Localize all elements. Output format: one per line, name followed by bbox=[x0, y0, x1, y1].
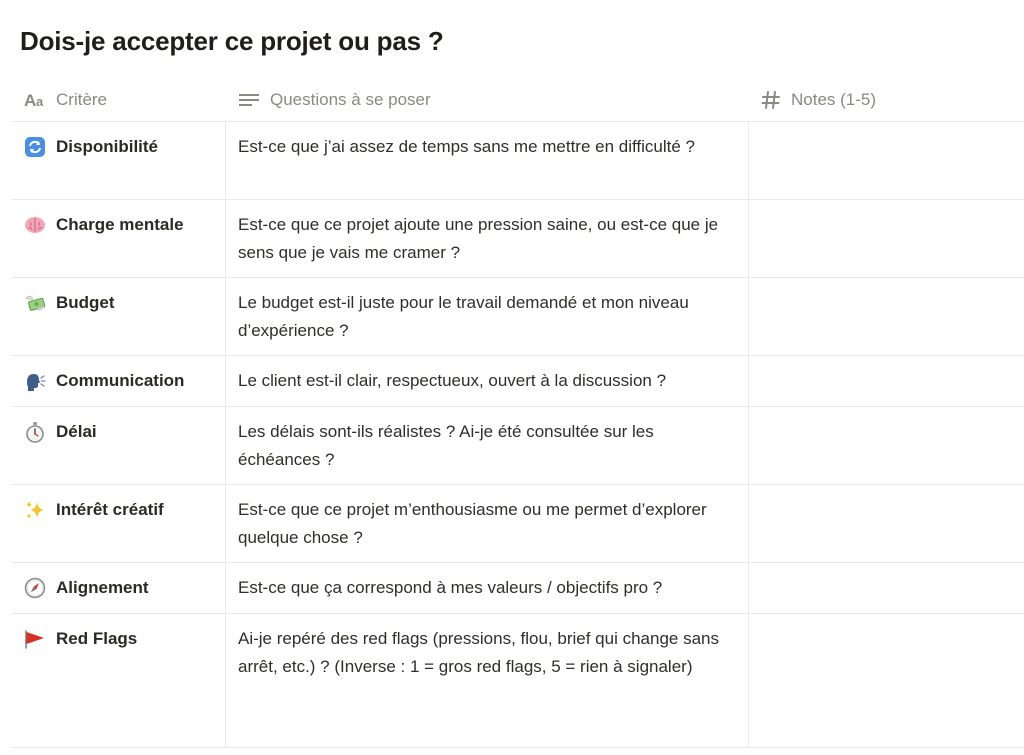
criterion-cell[interactable] bbox=[12, 278, 226, 355]
speaking-head-icon bbox=[24, 367, 46, 395]
note-cell[interactable] bbox=[749, 200, 1024, 277]
criterion-label: Alignement bbox=[56, 578, 149, 597]
note-cell[interactable] bbox=[749, 563, 1024, 613]
note-cell[interactable] bbox=[749, 407, 1024, 484]
column-header-questions[interactable] bbox=[226, 78, 749, 121]
table-row[interactable] bbox=[12, 614, 1024, 748]
note-cell[interactable] bbox=[749, 485, 1024, 562]
table-row[interactable] bbox=[12, 485, 1024, 563]
table-header bbox=[12, 78, 1024, 122]
table-row[interactable] bbox=[12, 356, 1024, 407]
arrows-cycle-icon bbox=[24, 133, 46, 161]
criterion-cell[interactable] bbox=[12, 563, 226, 613]
criterion-cell[interactable] bbox=[12, 200, 226, 277]
column-header-label: Questions à se poser bbox=[270, 89, 431, 109]
svg-text:A: A bbox=[24, 91, 37, 108]
criterion-label: Red Flags bbox=[56, 629, 138, 648]
page-title[interactable]: Dois-je accepter ce projet ou pas ? bbox=[20, 26, 444, 56]
column-header-criterion[interactable] bbox=[12, 78, 226, 121]
criterion-label: Délai bbox=[56, 422, 97, 441]
text-type-icon bbox=[24, 92, 46, 108]
question-cell[interactable]: Est-ce que j’ai assez de temps sans me mettre en difficulté ? bbox=[226, 122, 749, 199]
question-cell[interactable]: Est-ce que ce projet ajoute une pression saine, ou est-ce que je sens que je vais me cramer ? bbox=[226, 200, 749, 277]
criterion-label: Communication bbox=[56, 371, 185, 390]
table-row[interactable] bbox=[12, 407, 1024, 485]
svg-text:a: a bbox=[36, 93, 44, 108]
sparkles-icon bbox=[24, 496, 46, 524]
note-cell[interactable] bbox=[749, 278, 1024, 355]
brain-icon bbox=[24, 211, 46, 239]
question-cell[interactable]: Le client est-il clair, respectueux, ouvert à la discussion ? bbox=[226, 356, 749, 406]
red-flag-icon bbox=[24, 625, 46, 653]
table-row[interactable] bbox=[12, 122, 1024, 200]
criterion-cell[interactable] bbox=[12, 356, 226, 406]
money-wings-icon bbox=[24, 289, 46, 317]
table-row[interactable] bbox=[12, 200, 1024, 278]
number-hash-icon bbox=[761, 90, 781, 110]
column-header-label: Critère bbox=[56, 89, 108, 109]
question-cell[interactable]: Est-ce que ce projet m’enthousiasme ou me permet d’explorer quelque chose ? bbox=[226, 485, 749, 562]
note-cell[interactable] bbox=[749, 122, 1024, 199]
question-cell[interactable]: Ai-je repéré des red flags (pressions, flou, brief qui change sans arrêt, etc.) ? (Inverse : 1 = gros red flags, 5 = rien à signaler) bbox=[226, 614, 749, 747]
question-cell[interactable]: Le budget est-il juste pour le travail demandé et mon niveau d’expérience ? bbox=[226, 278, 749, 355]
criterion-cell[interactable] bbox=[12, 485, 226, 562]
question-cell[interactable]: Est-ce que ça correspond à mes valeurs / objectifs pro ? bbox=[226, 563, 749, 613]
question-cell[interactable]: Les délais sont-ils réalistes ? Ai-je été consultée sur les échéances ? bbox=[226, 407, 749, 484]
criterion-label: Charge mentale bbox=[56, 215, 184, 234]
column-header-notes[interactable] bbox=[749, 78, 1024, 121]
criterion-label: Budget bbox=[56, 293, 115, 312]
column-header-label: Notes (1-5) bbox=[791, 89, 877, 109]
criterion-label: Disponibilité bbox=[56, 137, 158, 156]
table-row[interactable] bbox=[12, 563, 1024, 614]
criterion-cell[interactable] bbox=[12, 122, 226, 199]
criterion-label: Intérêt créatif bbox=[56, 500, 164, 519]
stopwatch-icon bbox=[24, 418, 46, 446]
database-table bbox=[12, 78, 1024, 748]
criterion-cell[interactable] bbox=[12, 407, 226, 484]
table-row[interactable] bbox=[12, 278, 1024, 356]
note-cell[interactable] bbox=[749, 614, 1024, 747]
text-lines-icon bbox=[238, 92, 260, 108]
criterion-cell[interactable] bbox=[12, 614, 226, 747]
note-cell[interactable] bbox=[749, 356, 1024, 406]
compass-icon bbox=[24, 574, 46, 602]
